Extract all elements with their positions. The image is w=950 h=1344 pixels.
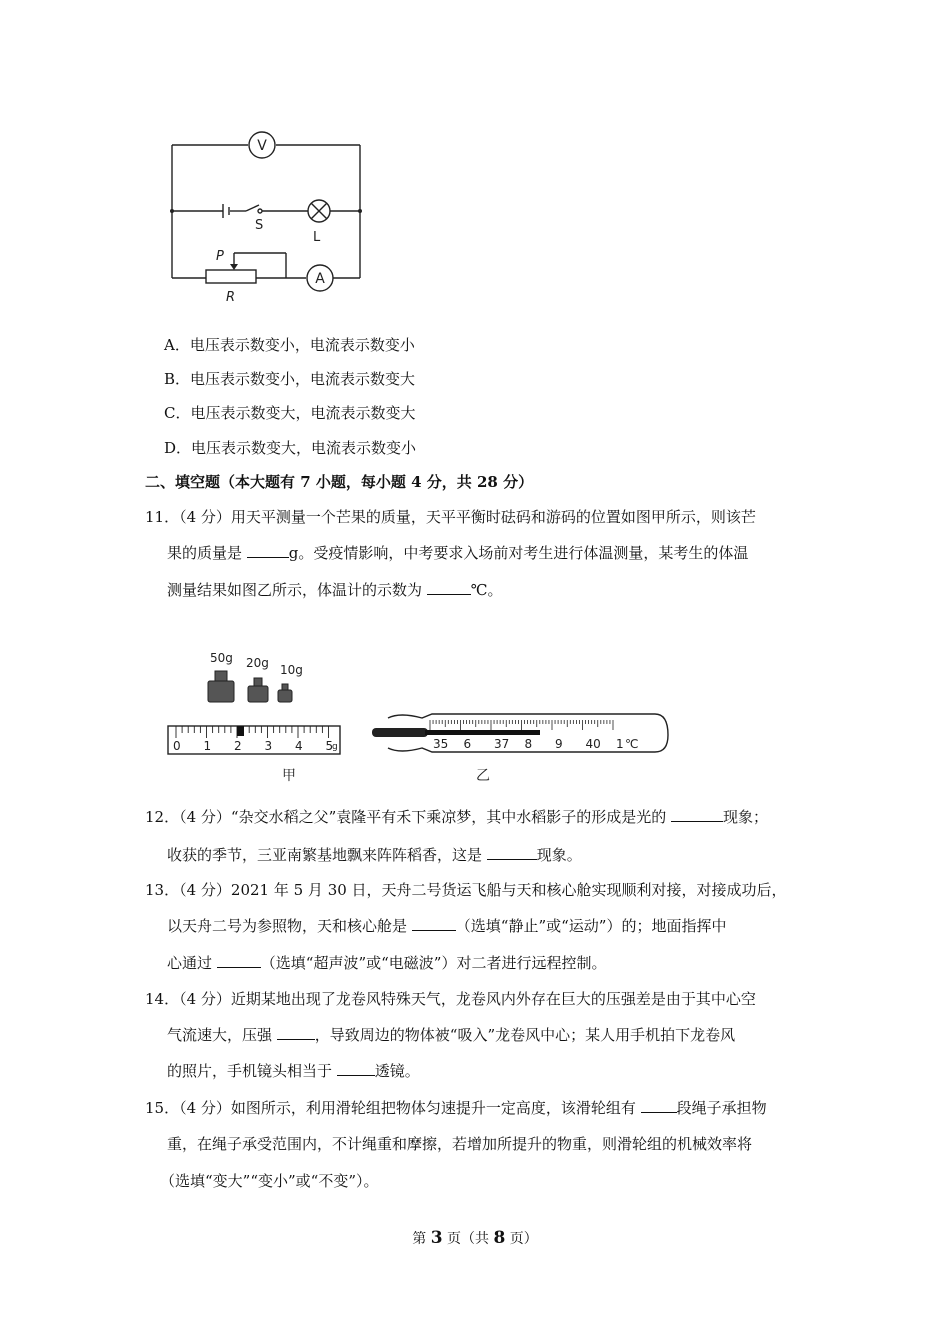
scale-unit: g [332, 742, 338, 752]
circuit-diagram [160, 125, 375, 310]
q13-line3: 心通过 （选填“超声波”或“电磁波”）对二者进行远程控制。 [167, 954, 607, 972]
caption-jia: 甲 [282, 768, 296, 784]
thermo-tick-label: 40 [585, 737, 601, 751]
q11-line2: 果的质量是 g。受疫情影响，中考要求入场前对考生进行体温测量，某考生的体温 [167, 544, 749, 562]
scale-tick-label: 4 [295, 739, 303, 753]
balance-scale [168, 726, 340, 754]
voltmeter-label: V [257, 138, 267, 154]
figure-balance-thermometer [160, 640, 680, 790]
q14-line3: 的照片，手机镜头相当于 透镜。 [167, 1062, 420, 1080]
option-b: B．电压表示数变小，电流表示数变大 [164, 370, 416, 388]
thermo-tick-label: 8 [524, 737, 533, 751]
switch-label: S [255, 218, 264, 233]
q11-line1: 11．（4 分）用天平测量一个芒果的质量，天平平衡时砝码和游码的位置如图甲所示，则该芒 [145, 508, 756, 526]
q13-line2: 以天舟二号为参照物，天和核心舱是 （选填“静止”或“运动”）的；地面指挥中 [167, 917, 727, 935]
weight-20g [248, 686, 268, 702]
thermo-unit: ℃ [625, 737, 639, 751]
resistor-label: R [226, 290, 236, 305]
thermometer-bulb [372, 728, 428, 737]
q12-blank2[interactable] [487, 845, 537, 860]
q12-blank1[interactable] [671, 807, 723, 822]
q13-blank1[interactable] [412, 916, 456, 931]
scale-tick-label: 0 [173, 739, 181, 753]
q12-line1: 12．（4 分）“杂交水稻之父”袁隆平有禾下乘凉梦，其中水稻影子的形成是光的 现象； [145, 808, 769, 826]
thermo-tick-label: 35 [433, 737, 449, 751]
section-title: 二、填空题（本大题有 7 小题，每小题 4 分，共 28 分） [145, 473, 534, 491]
weight-10g [278, 690, 292, 702]
page-total: 8 [493, 1228, 506, 1248]
q14-line1: 14．（4 分）近期某地出现了龙卷风特殊天气，龙卷风内外存在巨大的压强差是由于其中心空 [145, 990, 756, 1008]
q15-line2: 重，在绳子承受范围内，不计绳重和摩擦，若增加所提升的物重，则滑轮组的机械效率将 [167, 1135, 753, 1153]
thermo-tick-label: 6 [463, 737, 472, 751]
rider [237, 726, 244, 736]
q12-line2: 收获的季节，三亚南繁基地飘来阵阵稻香，这是 现象。 [167, 846, 582, 864]
weight-label-20g: 20g [246, 656, 269, 670]
lamp-label: L [313, 230, 321, 245]
page-number: 3 [430, 1228, 443, 1248]
q13-blank2[interactable] [217, 953, 261, 968]
q11-blank2[interactable] [427, 580, 471, 595]
q13-line1: 13．（4 分）2021 年 5 月 30 日，天舟二号货运飞船与天和核心舱实现顺利对接，对接成功后， [145, 881, 787, 899]
thermo-tick-label: 37 [494, 737, 510, 751]
q15-line1: 15．（4 分）如图所示，利用滑轮组把物体匀速提升一定高度，该滑轮组有 段绳子承担物 [145, 1099, 767, 1117]
scale-tick-label: 2 [234, 739, 242, 753]
q11-blank1[interactable] [247, 543, 289, 558]
option-a: A．电压表示数变小，电流表示数变小 [164, 336, 415, 354]
q14-line2: 气流速大，压强 ，导致周边的物体被“吸入”龙卷风中心；某人用手机拍下龙卷风 [167, 1026, 736, 1044]
scale-tick-label: 5 [325, 739, 334, 753]
q14-blank1[interactable] [277, 1025, 315, 1040]
caption-yi: 乙 [476, 768, 490, 784]
q15-blank1[interactable] [641, 1098, 677, 1113]
page-footer: 第 3 页（共 8 页） [412, 1228, 538, 1248]
q15-line3: （选填“变大”“变小”或“不变”）。 [160, 1172, 379, 1190]
ammeter-label: A [315, 271, 325, 287]
q11-line3: 测量结果如图乙所示，体温计的示数为 ℃。 [167, 581, 503, 599]
option-d: D．电压表示数变大，电流表示数变小 [164, 439, 417, 457]
slider-label: P [216, 249, 224, 264]
weight-50g [208, 681, 234, 702]
rheostat [206, 270, 256, 283]
q14-blank2[interactable] [337, 1061, 375, 1076]
scale-tick-label: 1 [203, 739, 212, 753]
mercury-column [425, 730, 540, 735]
thermo-tick-label: 9 [555, 737, 563, 751]
scale-tick-label: 3 [264, 739, 273, 753]
weight-label-10g: 10g [280, 663, 303, 677]
weight-label-50g: 50g [210, 651, 233, 665]
thermo-tick-label: 1 [616, 737, 624, 751]
option-c: C．电压表示数变大，电流表示数变大 [164, 404, 416, 422]
